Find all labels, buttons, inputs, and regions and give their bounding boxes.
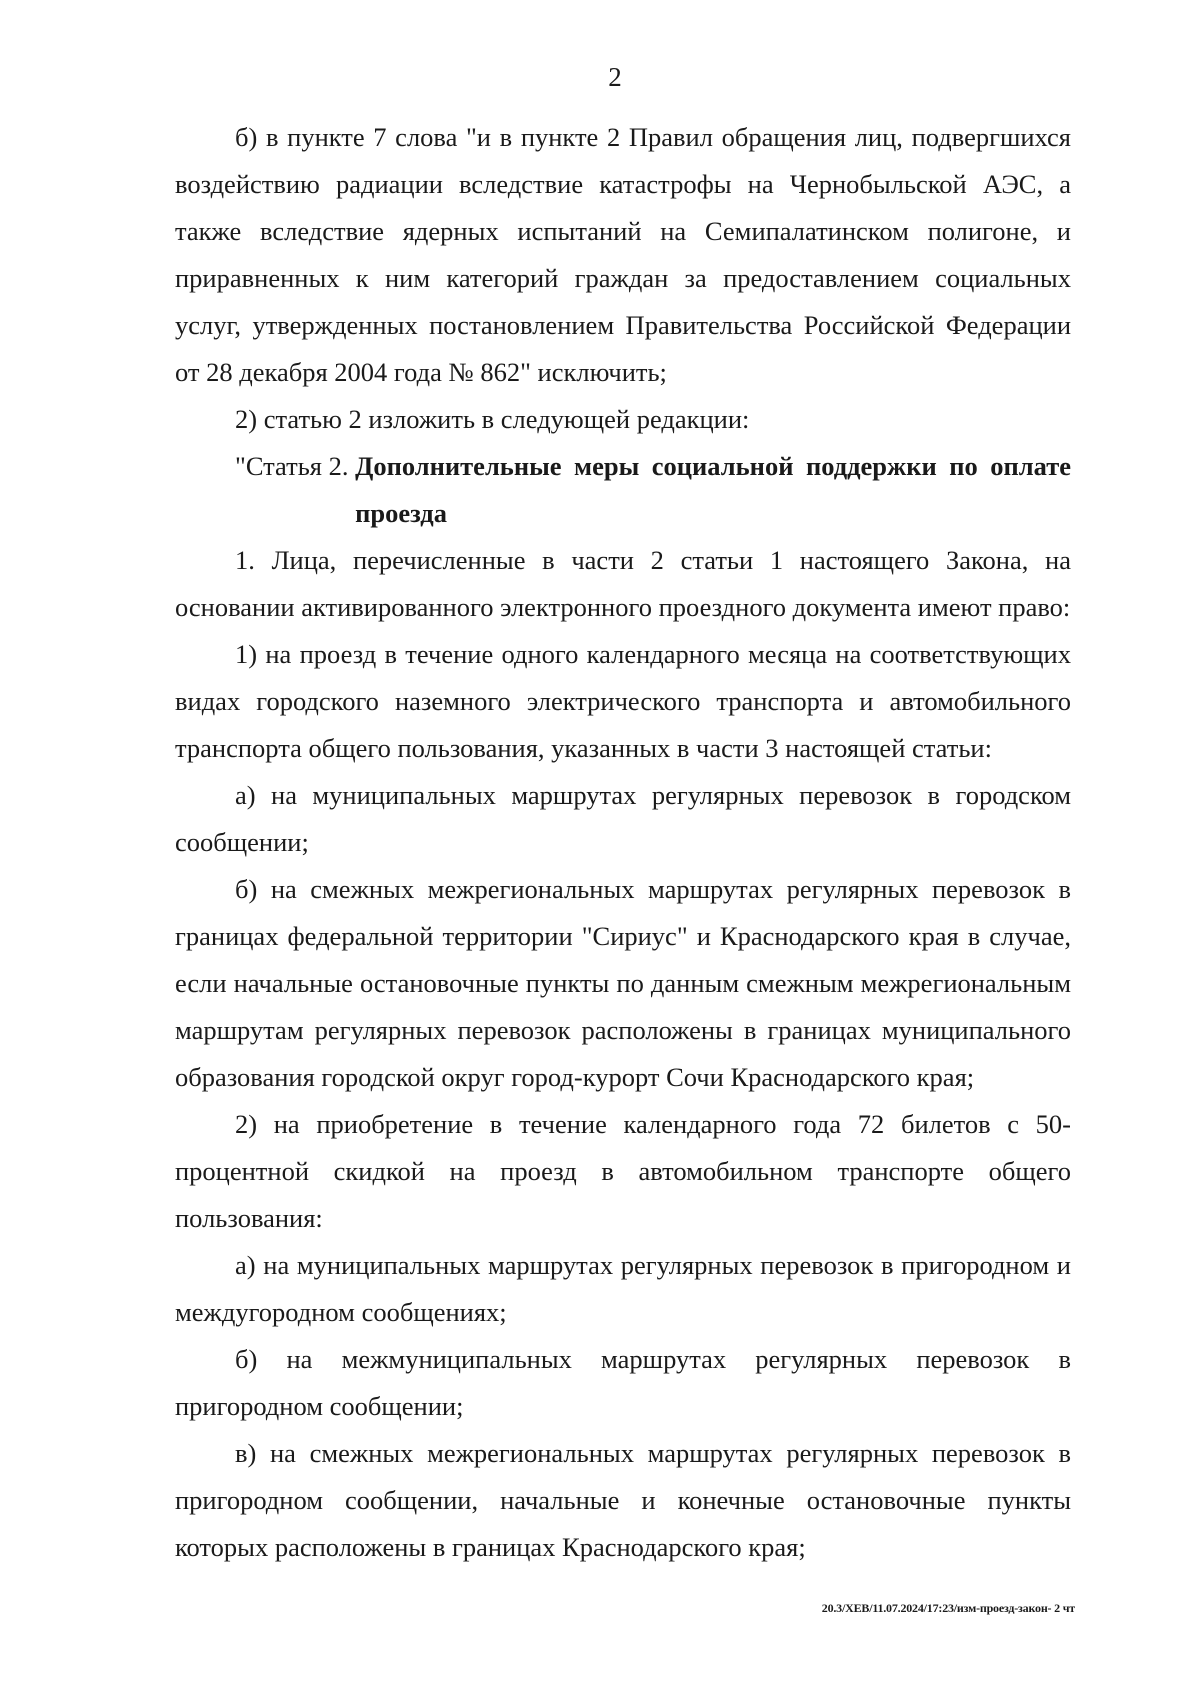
paragraph-item-2v: в) на смежных межрегиональных маршрутах регулярных перевозок в пригородном сообщении, начальные и конечные остановочные пункты которых расположены в границах Краснодарского края;: [175, 1438, 1071, 1562]
paragraph-item-1a: а) на муниципальных маршрутах регулярных перевозок в городском сообщении;: [175, 780, 1071, 857]
article-heading-title: Дополнительные меры социальной поддержки по оплате проезда: [355, 451, 1071, 528]
article-heading-prefix: "Статья 2.: [235, 451, 356, 481]
paragraph-amendment-b: б) в пункте 7 слова "и в пункте 2 Правил обращения лиц, подвергшихся воздействию радиации вследствие катастрофы на Чернобыльской АЭС, а также вследствие ядерных испытаний на Семипалатинском полигоне, и приравненных к ним категорий граждан за предоставлением социальных услуг, утвержденных постановлением Правительства Российской Федерации от 28 декабря 2004 года № 862" исключить;: [175, 122, 1071, 387]
document-footer-code: 20.3/XEB/11.07.2024/17:23/изм-проезд-закон- 2 чт: [821, 1601, 1075, 1615]
paragraph-item-1: 1) на проезд в течение одного календарного месяца на соответствующих видах городского наземного электрического транспорта и автомобильного транспорта общего пользования, указанных в части 3 настоящей статьи:: [175, 639, 1071, 763]
paragraph-part-1: 1. Лица, перечисленные в части 2 статьи 1 настоящего Закона, на основании активированного электронного проездного документа имеют право:: [175, 545, 1071, 622]
paragraph-item-2b: б) на межмуниципальных маршрутах регулярных перевозок в пригородном сообщении;: [175, 1344, 1071, 1421]
paragraph-item-2: 2) на приобретение в течение календарного года 72 билетов с 50-процентной скидкой на проезд в автомобильном транспорте общего пользования:: [175, 1109, 1071, 1233]
paragraph-article-2-intro: 2) статью 2 изложить в следующей редакции:: [235, 404, 750, 434]
paragraph-item-1b: б) на смежных межрегиональных маршрутах регулярных перевозок в границах федеральной территории "Сириус" и Краснодарского края в случае, если начальные остановочные пункты по данным смежным межрегиональным маршрутам регулярных перевозок расположены в границах муниципального образования городской округ город-курорт Сочи Краснодарского края;: [175, 874, 1071, 1092]
document-body: [175, 114, 1071, 1571]
article-heading: [175, 443, 1071, 537]
page-number: 2: [608, 62, 622, 92]
paragraph-item-2a: а) на муниципальных маршрутах регулярных перевозок в пригородном и междугородном сообщениях;: [175, 1250, 1071, 1327]
